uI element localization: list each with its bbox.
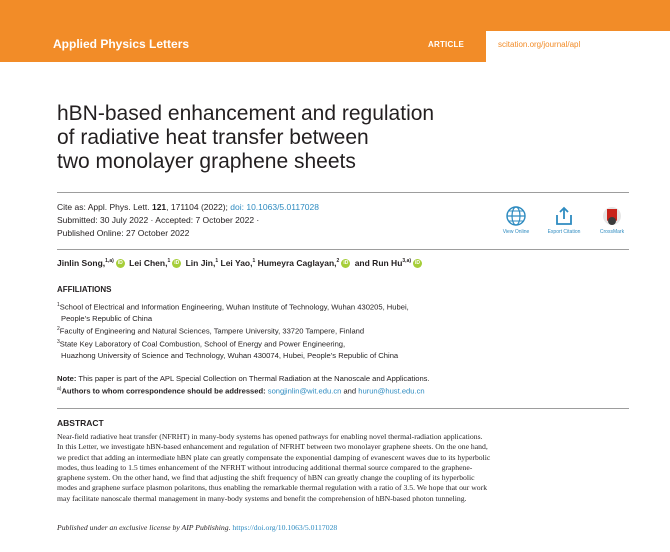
divider [57,249,629,250]
orcid-icon[interactable]: iD [174,260,180,267]
article-type-label: ARTICLE [428,40,465,49]
divider [57,192,629,193]
abstract-line: modes, thus leading to 1.5 times enhancement of the NFRHT without introducing additional thermal source compared to the graphene- [57,462,473,472]
journal-banner [0,0,670,62]
abstract-heading: ABSTRACT [57,418,104,428]
submitted-line: Submitted: 30 July 2022 · Accepted: 7 October 2022 · [57,215,260,225]
journal-name[interactable]: Applied Physics Letters [53,37,190,51]
title-line: two monolayer graphene sheets [57,150,356,173]
view-online-button[interactable] [491,205,541,235]
journal-url-link[interactable]: scitation.org/journal/apl [498,40,581,49]
export-citation-button[interactable] [539,205,589,235]
author-name: Jinlin Song, [57,258,106,268]
title-line: hBN-based enhancement and regulation [57,102,435,125]
crossmark-label: CrossMark [599,229,625,235]
author-list: Jinlin Song,$^{1,a)}$ iD Lei Chen,$^1$ iD Lin Jin,$^1$ Lei Yao,$^1$ Humeyra Caglayan,$^2$ iD and Run Hu$^{3,a)}$ iD [57,258,421,268]
email-link[interactable]: hurun@hust.edu.cn [358,386,425,396]
orcid-icon[interactable]: iD [415,260,421,267]
license-doi-link[interactable]: https://doi.org/10.1063/5.0117028 [230,523,338,532]
affiliation: $^1$School of Electrical and Information Engineering, Wuhan Institute of Technology, Wuhan 430205, Hubei, People’s Republic of China [57,302,409,323]
crossmark-icon [601,205,623,227]
abstract-line: modes and graphene surface plasmon polaritons, thus enabling the remarkable thermal regulation with a ratio of 3.5. We hope that our work [57,483,488,493]
orcid-icon[interactable]: iD [117,260,123,267]
citation-block [57,201,319,240]
abstract-line: In this Letter, we investigate hBN-based enhancement and regulation of NFRHT between two monolayer graphene sheets. On the one hand, [57,442,488,452]
orcid-icon[interactable]: iD [343,260,349,267]
divider [57,408,629,409]
doi-link[interactable]: doi: 10.1063/5.0117028 [230,202,319,212]
email-link[interactable]: songjinlin@wit.edu.cn [267,386,342,396]
author-name: and Run Hu [354,258,403,268]
abstract-line: we predict that adding an intermediate hBN plate can greatly compensate the exponential damping of evanescent waves due to its hyperbolic [57,452,491,462]
globe-icon [505,205,527,227]
license-line: Published under an exclusive license by AIP Publishing. https://doi.org/10.1063/5.0117028 [57,523,338,532]
crossmark-button[interactable] [587,205,637,235]
author-name: Humeyra Caglayan, [257,258,337,268]
notes-block: Note: This paper is part of the APL Special Collection on Thermal Radiation at the Nanoscale and Applications. $^{a)}$Authors to whom correspondence should be addressed: songjinlin@wit.edu.cn and hurun@hust.edu.cn [57,374,430,396]
published-line: Published Online: 27 October 2022 [57,228,190,238]
author-name: Lei Chen, [129,258,168,268]
title-line: of radiative heat transfer between [57,126,369,149]
author-name: Lei Yao, [220,258,253,268]
abstract-line: may facilitate nanoscale thermal management in many-body systems and benefit the comprehension of hBN-based photon tunneling. [57,493,467,503]
abstract-line: Near-field radiative heat transfer (NFRHT) in many-body systems has opened pathways for enabling novel thermal-radiation applications. [57,432,483,441]
export-citation-label: Export Citation [547,229,581,235]
affiliations-heading: AFFILIATIONS [57,285,112,294]
abstract-line: graphene system. On the other hand, we find that adjusting the shift frequency of hBN can greatly change the coupling of its hyperbolic [57,473,475,483]
affiliation: $^2$Faculty of Engineering and Natural Sciences, Tampere University, 33720 Tampere, Finland [57,326,365,336]
view-online-label: View Online [502,229,530,235]
abstract-text [57,432,629,504]
paper-title [57,102,537,174]
export-icon [553,205,575,227]
affiliation: $^3$State Key Laboratory of Coal Combustion, School of Energy and Power Engineering, Huazhong University of Science and Technology, Wuhan 430074, Hubei, People’s Republic of China [57,339,399,360]
author-name: Lin Jin, [185,258,216,268]
citation-line: Cite as: Appl. Phys. Lett. 121, 171104 (2022); doi: 10.1063/5.0117028 [57,202,319,212]
